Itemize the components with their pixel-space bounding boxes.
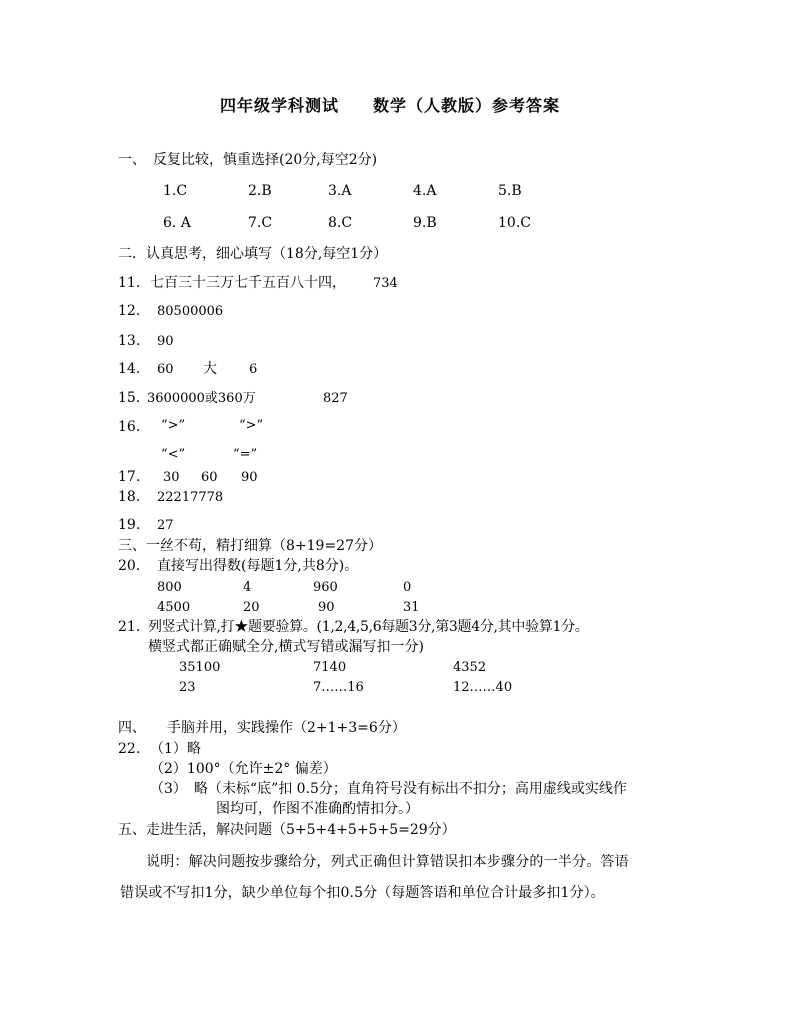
answer-text: 7……16	[313, 680, 364, 695]
answer-text: 27	[157, 518, 174, 533]
answer-text: 60	[157, 362, 174, 377]
answer-item: 5.B	[498, 183, 522, 199]
answer-text: 4352	[453, 660, 487, 675]
note-text: 说明：解决问题按步骤给分，列式正确但计算错误扣本步骤分的一半分。答语	[146, 854, 629, 870]
question-text: 直接写出得数(每题1分,共8分)。	[157, 558, 359, 574]
answer-text: 90	[241, 470, 258, 485]
answer-item: 8.C	[328, 215, 353, 231]
answer-item: 2.B	[248, 183, 272, 199]
page-title: 四年级学科测试 数学（人教版）参考答案	[220, 96, 561, 115]
answer-item: 3.A	[328, 183, 352, 199]
answer-text: 0	[403, 580, 412, 595]
question-number: 22.	[118, 741, 141, 757]
question-number: 19.	[118, 517, 141, 533]
answer-text: 30	[163, 470, 180, 485]
answer-text: 3600000或360万	[147, 391, 256, 406]
section-1-heading: 一、 反复比较，慎重选择(20分,每空2分)	[118, 152, 378, 168]
section-3-heading: 三、一丝不苟，精打细算（8+19=27分）	[118, 538, 382, 554]
question-number: 20.	[118, 558, 141, 574]
section-4-heading: 四、 手脑并用，实践操作（2+1+3=6分）	[118, 720, 406, 736]
answer-item: 9.B	[413, 215, 437, 231]
answer-text: 22217778	[157, 490, 224, 505]
question-number: 11.	[118, 275, 141, 291]
answer-text: 60	[201, 470, 218, 485]
answer-text: 800	[157, 580, 182, 595]
answer-text: “<”	[161, 447, 186, 462]
question-number: 18.	[118, 489, 141, 505]
answer-text: 90	[318, 600, 335, 615]
answer-text: “>”	[239, 418, 264, 433]
answer-text: 4	[243, 580, 252, 595]
answer-item: 10.C	[498, 215, 531, 231]
answer-item: 6. A	[163, 215, 191, 231]
question-number: 17.	[118, 469, 141, 485]
answer-text: （2）100°（允许±2° 偏差）	[150, 761, 337, 777]
answer-text: 图均可，作图不准确酌情扣分。）	[216, 801, 419, 817]
answer-text: 827	[323, 391, 348, 406]
answer-text: 90	[157, 334, 174, 349]
answer-text: 7140	[313, 660, 347, 675]
question-number: 13.	[118, 333, 141, 349]
answer-text: 6	[249, 362, 258, 377]
section-2-heading: 二．认真思考，细心填写（18分,每空1分）	[118, 246, 388, 262]
question-text: 列竖式计算,打★题要验算。(1,2,4,5,6每题3分,第3题4分,其中验算1分。	[148, 619, 589, 635]
answer-text: （1）略	[150, 741, 201, 757]
answer-text: 960	[313, 580, 338, 595]
answer-item: 7.C	[248, 215, 273, 231]
answer-text: “=”	[233, 447, 258, 462]
question-text: 横竖式都正确赋全分,横式写错或漏写扣一分)	[148, 639, 424, 655]
question-number: 12.	[118, 303, 141, 319]
question-number: 21.	[118, 619, 141, 635]
answer-text: 七百三十三万七千五百八十四，	[150, 275, 346, 291]
answer-text: “>”	[161, 418, 186, 433]
question-number: 14.	[118, 361, 141, 377]
answer-text: （3） 略（未标“底”扣 0.5分；直角符号没有标出不扣分；高用虚线或实线作	[150, 781, 627, 797]
answer-item: 4.A	[413, 183, 437, 199]
answer-text: 4500	[157, 600, 191, 615]
note-text: 错误或不写扣1分，缺少单位每个扣0.5分（每题答语和单位合计最多扣1分）。	[120, 885, 605, 901]
answer-item: 1.C	[163, 183, 188, 199]
answer-text: 35100	[179, 660, 221, 675]
answer-text: 734	[373, 276, 398, 291]
answer-text: 31	[403, 600, 420, 615]
answer-text: 23	[179, 680, 196, 695]
answer-text: 20	[243, 600, 260, 615]
answer-text: 大	[203, 361, 217, 377]
answer-text: 80500006	[157, 304, 224, 319]
answer-text: 12……40	[453, 680, 513, 695]
section-5-heading: 五、走进生活，解决问题（5+5+4+5+5+5=29分）	[118, 822, 456, 838]
question-number: 15.	[118, 390, 141, 406]
question-number: 16.	[118, 419, 141, 435]
